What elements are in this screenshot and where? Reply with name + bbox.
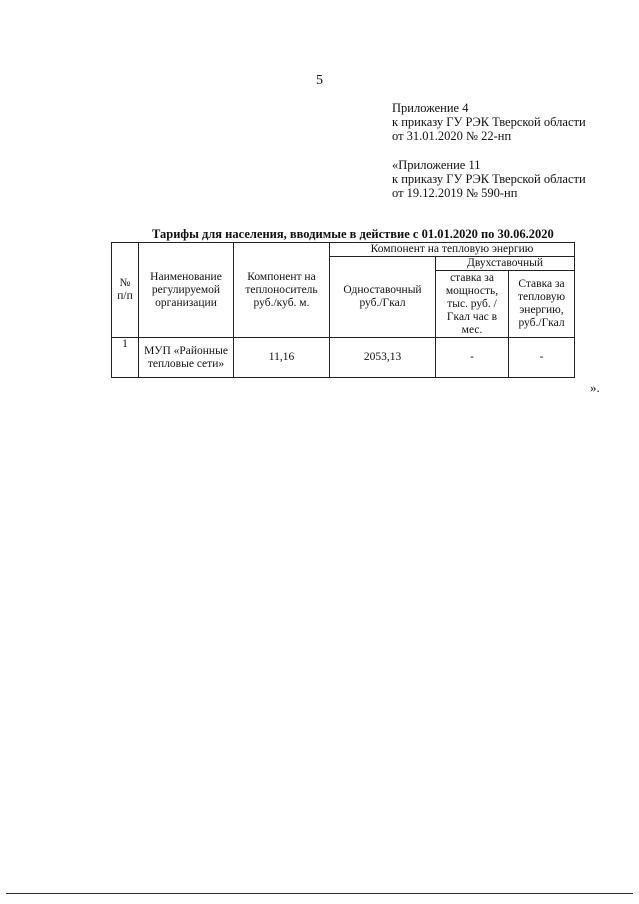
- header-coolant: Компонент на теплоноситель руб./куб. м.: [234, 243, 330, 338]
- appendix-original-line2: к приказу ГУ РЭК Тверской области: [392, 172, 586, 186]
- header-single-rate: Одноставочный руб./Гкал: [330, 257, 436, 338]
- appendix-original-line3: от 19.12.2019 № 590-нп: [392, 186, 518, 200]
- bottom-divider: [6, 893, 633, 894]
- cell-num: 1: [112, 338, 139, 378]
- cell-coolant: 11,16: [234, 338, 330, 378]
- cell-energy-rate: -: [509, 338, 575, 378]
- table-title: Тарифы для населения, вводимые в действие с 01.01.2020 по 30.06.2020: [152, 227, 554, 241]
- cell-capacity-rate: -: [436, 338, 509, 378]
- cell-org: МУП «Районные тепловые сети»: [139, 338, 234, 378]
- page-number: 5: [316, 73, 323, 88]
- appendix-current-line1: Приложение 4: [392, 101, 469, 115]
- appendix-original-block: [392, 158, 586, 200]
- appendix-current-line3: от 31.01.2020 № 22-нп: [392, 129, 512, 143]
- header-org: Наименование регулируемой организации: [139, 243, 234, 338]
- header-energy-rate: Ставка за тепловую энергию, руб./Гкал: [509, 271, 575, 338]
- appendix-current-block: [392, 101, 586, 143]
- header-two-rate: Двухставочный: [436, 257, 575, 271]
- header-heat-energy-group: Компонент на тепловую энергию: [330, 243, 575, 257]
- header-capacity-rate: ставка за мощность, тыс. руб. /Гкал час в мес.: [436, 271, 509, 338]
- tariff-table: [111, 242, 575, 378]
- appendix-current-line2: к приказу ГУ РЭК Тверской области: [392, 115, 586, 129]
- header-num: № п/п: [112, 243, 139, 338]
- closing-quote: ».: [590, 380, 600, 395]
- cell-single-rate: 2053,13: [330, 338, 436, 378]
- table-row: [112, 338, 575, 378]
- appendix-original-line1: «Приложение 11: [392, 158, 481, 172]
